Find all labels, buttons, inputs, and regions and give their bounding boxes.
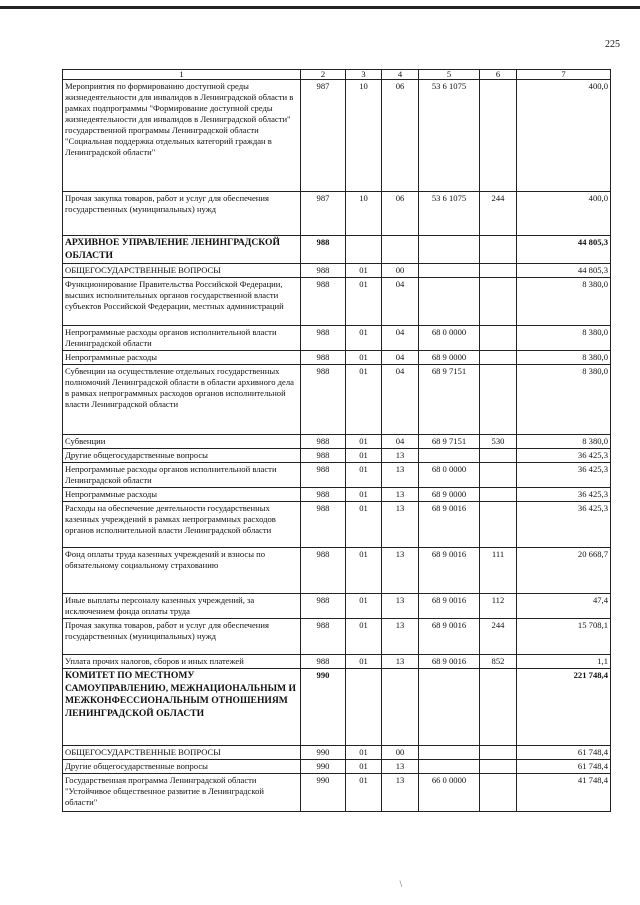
cell-pr: 13 [382,488,419,502]
header-cell: 4 [382,70,419,80]
cell-ved: 988 [301,619,346,655]
cell-ved: 988 [301,594,346,619]
cell-sum: 15 708,1 [517,619,611,655]
cell-pr: 13 [382,619,419,655]
cell-pr: 04 [382,435,419,449]
top-rule [0,6,640,9]
cell-sum: 36 425,3 [517,463,611,488]
cell-rz [346,236,382,264]
cell-csr [419,449,480,463]
cell-vr [480,502,517,548]
cell-pr: 04 [382,365,419,435]
cell-vr: 244 [480,619,517,655]
cell-vr [480,80,517,192]
cell-vr [480,669,517,746]
cell-name: ОБЩЕГОСУДАРСТВЕННЫЕ ВОПРОСЫ [63,264,301,278]
cell-ved: 988 [301,463,346,488]
cell-sum: 8 380,0 [517,435,611,449]
cell-name: Фонд оплаты труда казенных учреждений и взносы по обязательному социальному страхованию [63,548,301,594]
cell-ved: 988 [301,351,346,365]
cell-vr [480,449,517,463]
cell-name: Непрограммные расходы [63,488,301,502]
table-row [63,192,611,236]
cell-csr [419,264,480,278]
cell-pr: 00 [382,746,419,760]
cell-vr [480,365,517,435]
cell-csr [419,669,480,746]
table-row [63,655,611,669]
cell-sum: 8 380,0 [517,351,611,365]
cell-rz: 01 [346,760,382,774]
cell-rz: 01 [346,326,382,351]
table-row [63,236,611,264]
cell-ved: 988 [301,278,346,326]
cell-csr: 68 9 0016 [419,502,480,548]
scan-mark: ∖ [398,880,404,889]
table-row [63,548,611,594]
cell-vr [480,278,517,326]
cell-csr: 53 6 1075 [419,80,480,192]
cell-name: ОБЩЕГОСУДАРСТВЕННЫЕ ВОПРОСЫ [63,746,301,760]
cell-csr: 68 9 0016 [419,655,480,669]
cell-csr: 68 9 0000 [419,488,480,502]
header-cell: 3 [346,70,382,80]
cell-pr: 13 [382,502,419,548]
cell-pr: 06 [382,192,419,236]
cell-rz: 01 [346,619,382,655]
cell-ved: 988 [301,488,346,502]
cell-csr [419,278,480,326]
cell-rz: 01 [346,351,382,365]
table-row [63,760,611,774]
header-cell: 6 [480,70,517,80]
table-row [63,746,611,760]
cell-pr [382,236,419,264]
cell-sum: 8 380,0 [517,326,611,351]
cell-sum: 400,0 [517,80,611,192]
cell-ved: 988 [301,435,346,449]
cell-ved: 990 [301,774,346,812]
cell-pr: 06 [382,80,419,192]
cell-name: Непрограммные расходы органов исполнительной власти Ленинградской области [63,463,301,488]
table-row [63,365,611,435]
header-cell: 5 [419,70,480,80]
table-row [63,449,611,463]
cell-pr: 00 [382,264,419,278]
cell-sum: 44 805,3 [517,264,611,278]
cell-name: Иные выплаты персоналу казенных учреждений, за исключением фонда оплаты труда [63,594,301,619]
cell-csr: 68 9 0000 [419,351,480,365]
cell-rz: 01 [346,449,382,463]
cell-ved: 988 [301,655,346,669]
cell-rz: 01 [346,594,382,619]
cell-ved: 987 [301,80,346,192]
cell-vr [480,746,517,760]
cell-csr [419,746,480,760]
cell-name: Функционирование Правительства Российской Федерации, высших исполнительных органов государственной власти субъектов Российской Федерации, местных администраций [63,278,301,326]
cell-rz: 10 [346,192,382,236]
table-row [63,463,611,488]
cell-ved: 987 [301,192,346,236]
cell-csr: 68 0 0000 [419,326,480,351]
cell-sum: 36 425,3 [517,488,611,502]
cell-sum: 47,4 [517,594,611,619]
cell-name: Другие общегосударственные вопросы [63,449,301,463]
cell-csr: 68 9 0016 [419,594,480,619]
cell-sum: 61 748,4 [517,760,611,774]
table-row [63,326,611,351]
cell-name: АРХИВНОЕ УПРАВЛЕНИЕ ЛЕНИНГРАДСКОЙ ОБЛАСТИ [63,236,301,264]
cell-csr: 68 9 7151 [419,435,480,449]
cell-pr: 13 [382,463,419,488]
cell-pr: 13 [382,655,419,669]
cell-name: Прочая закупка товаров, работ и услуг для обеспечения государственных (муниципальных) нужд [63,192,301,236]
cell-csr: 68 9 7151 [419,365,480,435]
cell-pr [382,669,419,746]
cell-sum: 36 425,3 [517,449,611,463]
header-row [63,70,611,80]
cell-vr [480,264,517,278]
cell-sum: 36 425,3 [517,502,611,548]
cell-vr [480,774,517,812]
cell-sum: 1,1 [517,655,611,669]
cell-csr: 68 9 0016 [419,619,480,655]
cell-pr: 04 [382,326,419,351]
cell-rz: 01 [346,264,382,278]
cell-ved: 990 [301,669,346,746]
cell-sum: 8 380,0 [517,278,611,326]
cell-name: Субвенции [63,435,301,449]
cell-csr: 66 0 0000 [419,774,480,812]
cell-rz: 01 [346,502,382,548]
cell-sum: 44 805,3 [517,236,611,264]
cell-vr: 530 [480,435,517,449]
table-row [63,351,611,365]
cell-rz [346,669,382,746]
cell-pr: 13 [382,594,419,619]
table-row [63,669,611,746]
header-cell: 7 [517,70,611,80]
header-cell: 2 [301,70,346,80]
cell-vr [480,760,517,774]
cell-rz: 01 [346,774,382,812]
header-cell: 1 [63,70,301,80]
cell-sum: 400,0 [517,192,611,236]
cell-sum: 61 748,4 [517,746,611,760]
cell-sum: 221 748,4 [517,669,611,746]
cell-name: КОМИТЕТ ПО МЕСТНОМУ САМОУПРАВЛЕНИЮ, МЕЖНАЦИОНАЛЬНЫМ И МЕЖКОНФЕССИОНАЛЬНЫМ ОТНОШЕНИЯМ ЛЕНИНГРАДСКОЙ ОБЛАСТИ [63,669,301,746]
cell-pr: 13 [382,760,419,774]
cell-vr [480,351,517,365]
cell-rz: 01 [346,548,382,594]
cell-csr: 53 6 1075 [419,192,480,236]
cell-ved: 988 [301,365,346,435]
cell-ved: 990 [301,746,346,760]
cell-name: Другие общегосударственные вопросы [63,760,301,774]
cell-rz: 01 [346,463,382,488]
table-row [63,594,611,619]
table-row [63,774,611,812]
cell-rz: 01 [346,488,382,502]
cell-ved: 988 [301,326,346,351]
cell-vr [480,488,517,502]
budget-table [62,69,611,812]
cell-csr: 68 9 0016 [419,548,480,594]
cell-name: Государственная программа Ленинградской области "Устойчивое общественное развитие в Ленинградской области" [63,774,301,812]
cell-ved: 988 [301,449,346,463]
cell-sum: 41 748,4 [517,774,611,812]
page-number: 225 [605,39,620,50]
cell-vr: 244 [480,192,517,236]
table-row [63,278,611,326]
cell-ved: 988 [301,264,346,278]
cell-vr: 112 [480,594,517,619]
cell-csr: 68 0 0000 [419,463,480,488]
cell-csr [419,760,480,774]
cell-vr: 111 [480,548,517,594]
cell-rz: 01 [346,365,382,435]
table-row [63,80,611,192]
table-row [63,488,611,502]
cell-pr: 04 [382,351,419,365]
cell-name: Непрограммные расходы [63,351,301,365]
cell-vr [480,326,517,351]
table-row [63,264,611,278]
cell-ved: 990 [301,760,346,774]
cell-name: Уплата прочих налогов, сборов и иных платежей [63,655,301,669]
table-row [63,435,611,449]
cell-vr [480,463,517,488]
cell-sum: 20 668,7 [517,548,611,594]
cell-sum: 8 380,0 [517,365,611,435]
cell-name: Прочая закупка товаров, работ и услуг для обеспечения государственных (муниципальных) нужд [63,619,301,655]
cell-ved: 988 [301,236,346,264]
cell-ved: 988 [301,502,346,548]
cell-rz: 01 [346,655,382,669]
table-row [63,619,611,655]
cell-pr: 13 [382,548,419,594]
cell-name: Непрограммные расходы органов исполнительной власти Ленинградской области [63,326,301,351]
cell-rz: 01 [346,435,382,449]
cell-ved: 988 [301,548,346,594]
cell-name: Расходы на обеспечение деятельности государственных казенных учреждений в рамках непрограммных расходов органов исполнительной власти Ленинградской области [63,502,301,548]
cell-pr: 13 [382,449,419,463]
table-row [63,502,611,548]
cell-csr [419,236,480,264]
cell-rz: 01 [346,746,382,760]
cell-name: Мероприятия по формированию доступной среды жизнедеятельности для инвалидов в Ленинградской области в рамках подпрограммы "Формирование доступной среды жизнедеятельности для инвалидов в Ленинградской области" государственной программы Ленинградской области "Социальная поддержка отдельных категорий граждан в Ленинградской области" [63,80,301,192]
cell-pr: 13 [382,774,419,812]
cell-rz: 01 [346,278,382,326]
cell-vr: 852 [480,655,517,669]
cell-vr [480,236,517,264]
cell-pr: 04 [382,278,419,326]
cell-rz: 10 [346,80,382,192]
cell-name: Субвенции на осуществление отдельных государственных полномочий Ленинградской области в области архивного дела в рамках непрограммных расходов органов исполнительной власти Ленинградской области [63,365,301,435]
